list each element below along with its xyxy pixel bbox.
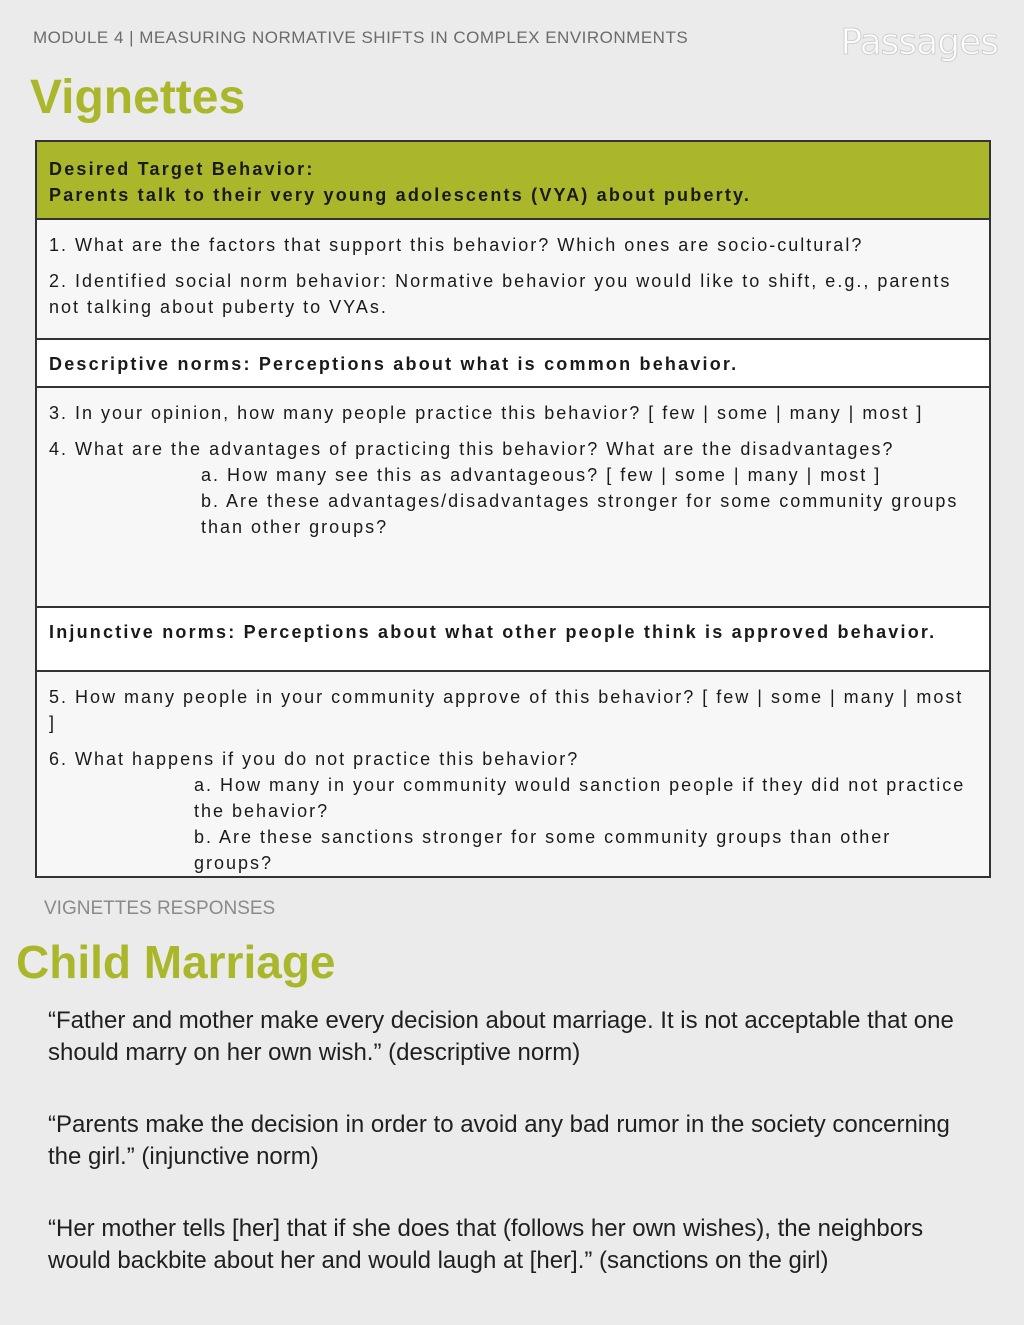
target-behavior-text: Parents talk to their very young adolescents (VYA) about puberty. (49, 185, 752, 205)
question-4: 4. What are the advantages of practicing this behavior? What are the disadvantages? (49, 439, 895, 459)
question-2: 2. Identified social norm behavior: Normative behavior you would like to shift, e.g., parents not talking about puberty to VYAs. (49, 271, 952, 317)
descriptive-questions-row (37, 388, 989, 608)
question-6: 6. What happens if you do not practice this behavior? (49, 749, 580, 769)
page-title: Vignettes (30, 71, 246, 124)
section-title: Child Marriage (16, 936, 336, 988)
target-behavior-label: Desired Target Behavior: (49, 159, 315, 179)
vignettes-table (35, 140, 991, 878)
question-4b: b. Are these advantages/disadvantages stronger for some community groups than other groups? (201, 491, 959, 537)
question-1: 1. What are the factors that support this behavior? Which ones are socio-cultural? (49, 235, 864, 255)
quote-1: “Father and mother make every decision about marriage. It is not acceptable that one should marry on her own wish.” (descriptive norm) (48, 1007, 954, 1066)
question-6b: b. Are these sanctions stronger for some community groups than other groups? (194, 827, 892, 873)
question-4a: a. How many see this as advantageous? [ few | some | many | most ] (201, 465, 882, 485)
passages-logo: Passages (840, 22, 998, 63)
quote-3: “Her mother tells [her] that if she does that (follows her own wishes), the neighbors would backbite about her and would laugh at [her].” (sanctions on the girl) (48, 1215, 924, 1274)
factors-row (37, 220, 989, 340)
quote-2: “Parents make the decision in order to avoid any bad rumor in the society concerning the girl.” (injunctive norm) (48, 1111, 950, 1170)
question-5: 5. How many people in your community approve of this behavior? [ few | some | many | most ] (49, 687, 964, 733)
injunctive-questions-row (37, 672, 989, 876)
target-behavior-row (37, 142, 989, 220)
responses-label: VIGNETTES RESPONSES (44, 898, 276, 919)
question-3: 3. In your opinion, how many people practice this behavior? [ few | some | many | most ] (49, 403, 924, 423)
question-6a: a. How many in your community would sanction people if they did not practice the behavior? (194, 775, 966, 821)
module-header: MODULE 4 | MEASURING NORMATIVE SHIFTS IN COMPLEX ENVIRONMENTS (33, 28, 689, 47)
injunctive-norms-band: Injunctive norms: Perceptions about what other people think is approved behavior. (37, 608, 989, 672)
descriptive-norms-band: Descriptive norms: Perceptions about what is common behavior. (37, 340, 989, 388)
